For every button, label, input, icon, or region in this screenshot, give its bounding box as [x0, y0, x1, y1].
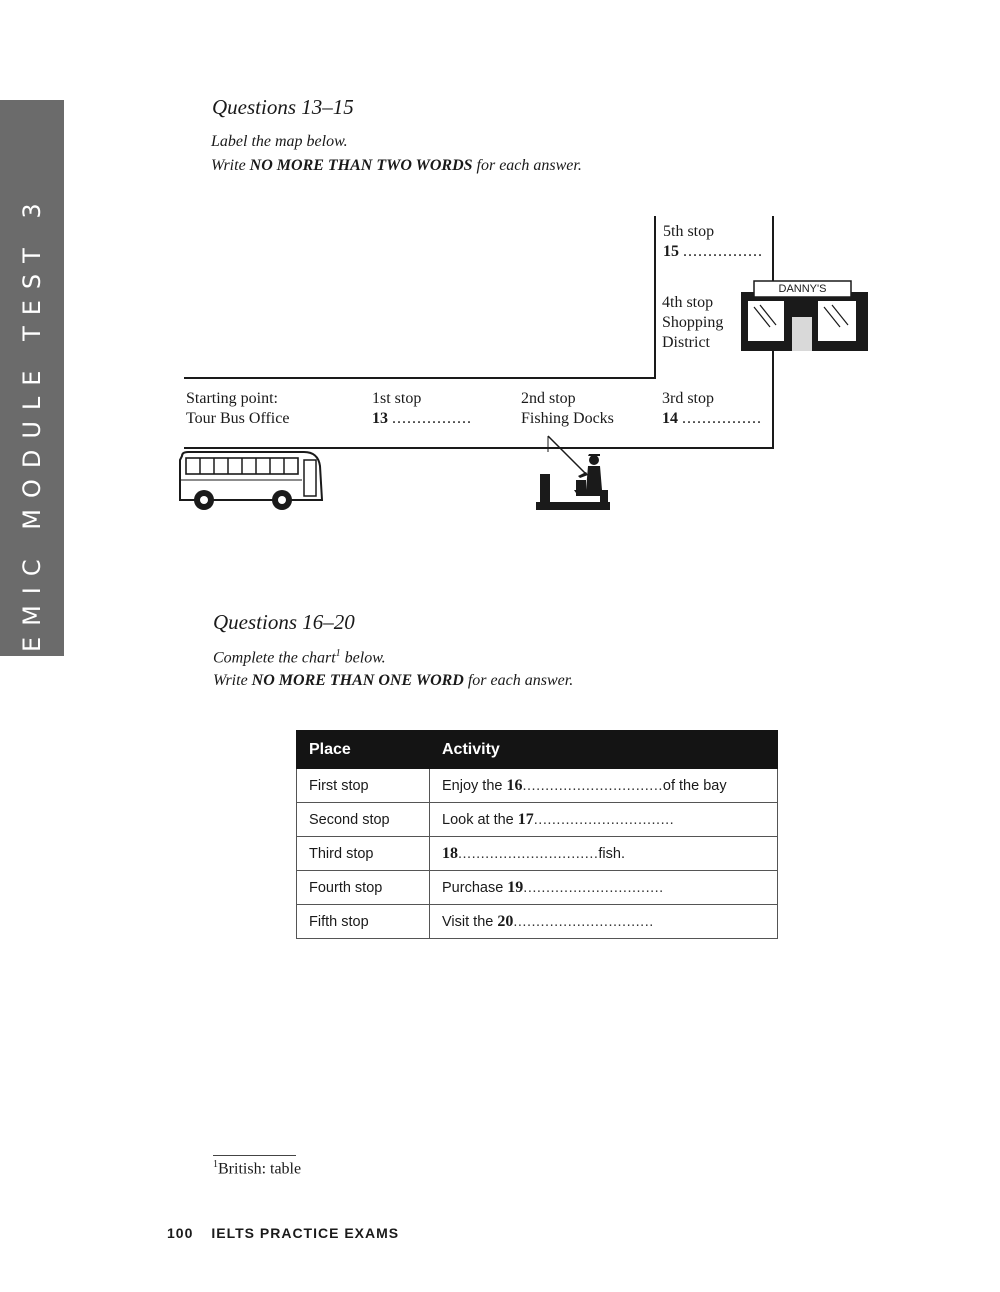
stop-start-label: Starting point:: [186, 390, 278, 407]
stop-5-label: 5th stop: [663, 223, 715, 240]
activity-cell: [430, 905, 778, 939]
question-16-number: 16: [506, 776, 523, 794]
question-14-number: 14: [662, 410, 678, 427]
road-side-right-lower: [772, 350, 774, 449]
footnote: [213, 1159, 301, 1178]
stop-4: [662, 293, 723, 353]
activity-cell: [430, 769, 778, 803]
activity-text: Look at the: [442, 811, 518, 828]
page-number: 100: [167, 1225, 194, 1241]
question-19-number: 19: [507, 878, 524, 896]
answer-blank-17[interactable]: ...............................: [533, 811, 675, 828]
place-cell: Third stop: [297, 837, 430, 871]
table-row: [297, 769, 778, 803]
stop-start: [186, 389, 289, 429]
stop-1: [372, 389, 472, 429]
instruction-text: Write: [213, 672, 252, 689]
stop-3: [662, 389, 762, 429]
question-13-number: 13: [372, 410, 388, 427]
questions-16-20-heading: Questions 16–20: [213, 610, 355, 634]
activity-text: Purchase: [442, 879, 508, 896]
table-row: [297, 837, 778, 871]
stop-2-place: Fishing Docks: [521, 410, 614, 427]
instruction-text: below.: [340, 649, 386, 667]
instruction-word-limit-2: [213, 672, 573, 690]
activity-cell: [430, 837, 778, 871]
stop-2: [521, 389, 614, 429]
question-18-number: 18: [442, 844, 458, 862]
stop-5: [663, 222, 763, 262]
place-cell: Second stop: [297, 803, 430, 837]
answer-blank-13[interactable]: ................: [392, 410, 472, 427]
questions-13-15-heading: Questions 13–15: [212, 95, 354, 119]
stop-1-label: 1st stop: [372, 390, 422, 407]
answer-blank-15[interactable]: ................: [683, 243, 763, 260]
book-title: IELTS PRACTICE EXAMS: [211, 1225, 400, 1241]
question-17-number: 17: [517, 810, 534, 828]
instruction-bold: NO MORE THAN TWO WORDS: [249, 157, 473, 174]
table-header-row: [297, 731, 778, 769]
road-upper: [184, 377, 656, 379]
road-lower: [184, 447, 773, 449]
table-row: [297, 905, 778, 939]
instruction-text: for each answer.: [463, 672, 574, 689]
stop-2-label: 2nd stop: [521, 390, 576, 407]
instruction-word-limit-1: [211, 157, 582, 175]
fisherman-icon: [534, 434, 614, 512]
answer-blank-19[interactable]: ...............................: [523, 879, 664, 896]
instruction-complete-chart: [213, 648, 386, 667]
activity-cell: [430, 871, 778, 905]
answer-blank-14[interactable]: ................: [682, 410, 762, 427]
answer-blank-18[interactable]: ...............................: [458, 845, 599, 862]
footnote-text: British: table: [218, 1160, 302, 1178]
table-row: [297, 803, 778, 837]
bus-icon: [176, 450, 324, 514]
instruction-text: for each answer.: [472, 157, 582, 174]
shop-sign-label: DANNY'S: [778, 283, 827, 295]
instruction-bold: NO MORE THAN ONE WORD: [251, 672, 464, 689]
activity-chart: [296, 730, 778, 939]
side-tab-label: ACADEMIC MODULE TEST 3: [18, 192, 46, 764]
instruction-text: Complete the chart: [213, 649, 336, 667]
place-cell: First stop: [297, 769, 430, 803]
footnote-marker: 1: [335, 648, 341, 659]
place-cell: Fourth stop: [297, 871, 430, 905]
header-activity: Activity: [430, 731, 778, 769]
stop-4-place-line1: Shopping: [662, 314, 724, 331]
road-side-left: [654, 216, 656, 379]
activity-text: of the bay: [662, 777, 727, 794]
activity-cell: [430, 803, 778, 837]
place-cell: Fifth stop: [297, 905, 430, 939]
stop-start-place: Tour Bus Office: [186, 410, 290, 427]
instruction-text: Write: [211, 157, 250, 174]
header-place: Place: [297, 731, 430, 769]
question-15-number: 15: [663, 243, 679, 260]
activity-text: fish.: [598, 845, 625, 862]
answer-blank-16[interactable]: ...............................: [522, 777, 663, 794]
activity-text: Visit the: [442, 913, 498, 930]
answer-blank-20[interactable]: ...............................: [513, 913, 654, 930]
stop-4-place-line2: District: [662, 334, 710, 351]
table-row: [297, 871, 778, 905]
stop-3-label: 3rd stop: [662, 390, 714, 407]
footnote-number: 1: [213, 1159, 218, 1170]
side-tab: [0, 100, 64, 764]
footnote-divider: [213, 1155, 296, 1156]
question-20-number: 20: [497, 912, 514, 930]
stop-4-label: 4th stop: [662, 294, 714, 311]
page-footer: [167, 1225, 399, 1241]
instruction-label-map: Label the map below.: [211, 133, 348, 150]
activity-text: Enjoy the: [442, 777, 507, 794]
